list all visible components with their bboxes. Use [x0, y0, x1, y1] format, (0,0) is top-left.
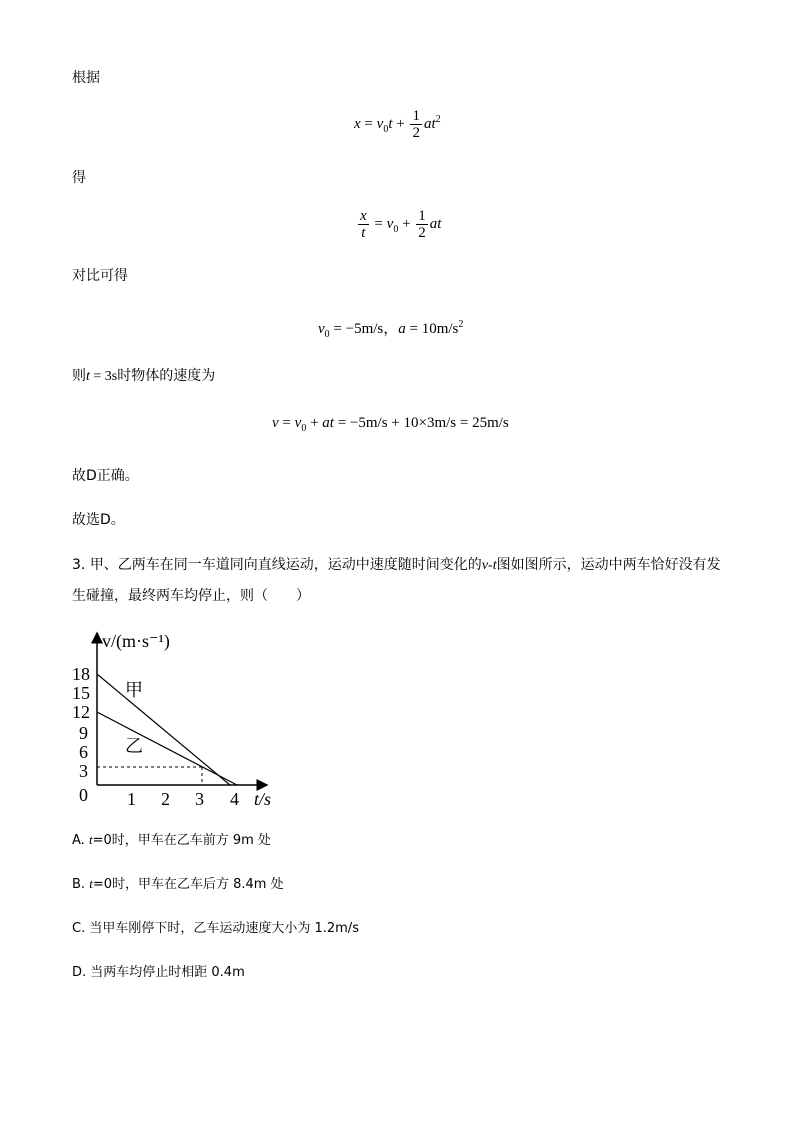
option-b[interactable]: B. t=0时，甲车在乙车后方 8.4m 处 — [72, 876, 284, 892]
y-tick-18: 18 — [72, 664, 90, 684]
x-tick-1: 1 — [127, 789, 136, 809]
line-yi — [97, 712, 237, 785]
y-tick-0: 0 — [79, 785, 88, 805]
x-axis-label: t/s — [254, 789, 272, 809]
x-tick-4: 4 — [230, 789, 239, 809]
text-de: 得 — [72, 170, 86, 186]
y-tick-6: 6 — [79, 742, 88, 762]
equation-velocity: $v = v_0$ + at = −5m/s + 10×3m/s = 25m/s — [272, 415, 509, 434]
equation-displacement: $x = v_0t$ + $\frac{1}{2}$ $at^2$ — [354, 108, 441, 141]
equation-v0-a: $v_0 = -5m/s$，$a = 10m/s^2$ — [318, 319, 464, 340]
text-conclusion: 故D正确。 — [72, 468, 139, 484]
x-tick-2: 2 — [161, 789, 170, 809]
option-c[interactable]: C. 当甲车刚停下时，乙车运动速度大小为 1.2m/s — [72, 921, 359, 936]
y-tick-12: 12 — [72, 702, 90, 722]
label-yi: 乙 — [125, 736, 143, 756]
text-choice: 故选D。 — [72, 512, 125, 528]
vt-graph — [70, 625, 300, 815]
text-ze: 则t = 3s时物体的速度为 — [72, 368, 216, 384]
text-duibi: 对比可得 — [72, 268, 128, 284]
option-a[interactable]: A. t=0时，甲车在乙车前方 9m 处 — [72, 832, 271, 848]
y-tick-15: 15 — [72, 683, 90, 703]
option-d[interactable]: D. 当两车均停止时相距 0.4m — [72, 965, 245, 980]
y-axis-label: v/(m·s⁻¹) — [102, 631, 170, 651]
line-jia — [97, 674, 230, 785]
question-3: 3. 甲、乙两车在同一车道同向直线运动，运动中速度随时间变化的v-t图如图所示，运动中两车恰好没有发生碰撞，最终两车均停止，则（ ） — [72, 557, 721, 604]
x-tick-3: 3 — [195, 789, 204, 809]
equation-x-over-t: $\frac{x}{t}$ = $v_0$ + $\frac{1}{2}$ at — [360, 208, 442, 241]
text-genju: 根据 — [72, 70, 100, 86]
y-tick-3: 3 — [79, 761, 88, 781]
label-jia: 甲 — [125, 680, 143, 700]
y-tick-9: 9 — [79, 723, 88, 743]
